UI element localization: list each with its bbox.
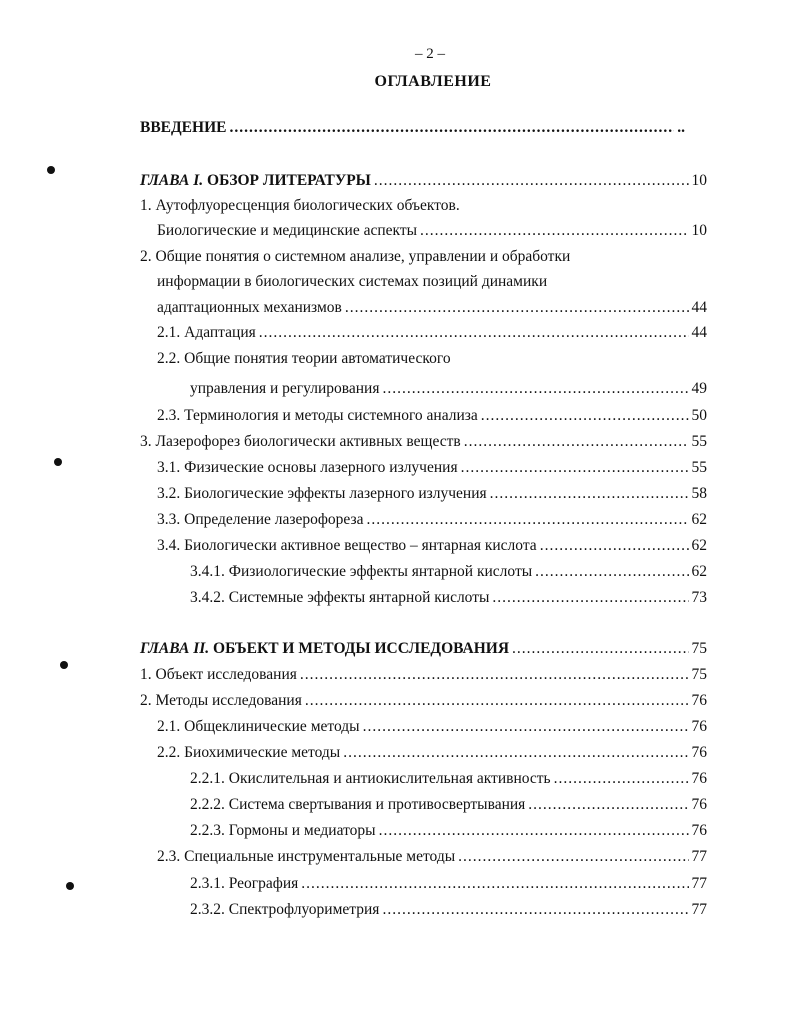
toc-page-number: 62 — [691, 537, 707, 554]
toc-entry-ch2-1[interactable]: 1. Объект исследования ..... 75 — [140, 664, 707, 686]
dot-leader — [490, 483, 689, 505]
toc-entry-3[interactable]: 3. Лазерофорез биологически активных веществ ..... 55 — [140, 431, 707, 453]
toc-page-number: 77 — [691, 875, 707, 892]
toc-page-number: 76 — [691, 744, 707, 761]
dot-leader — [528, 794, 688, 816]
toc-entry-3-4[interactable]: 3.4. Биологически активное вещество – янтарная кислота ..... 62 — [157, 535, 707, 557]
toc-entry-chapter-2[interactable] — [140, 638, 707, 660]
page-number: – 2 – — [415, 46, 445, 62]
dot-leader — [259, 322, 689, 344]
toc-page-number: 55 — [691, 459, 707, 476]
toc-entry-ch2-2-2-2[interactable]: 2.2.2. Система свертывания и противосвертывания ..... 76 — [190, 794, 707, 816]
toc-entry-3-4-1[interactable]: 3.4.1. Физиологические эффекты янтарной кислоты ..... 62 — [190, 561, 707, 583]
toc-entry-ch2-2-2-1[interactable]: 2.2.1. Окислительная и антиокислительная активность ..... 76 — [190, 768, 707, 790]
toc-page-number: 50 — [691, 407, 707, 424]
toc-page-number: 73 — [691, 589, 707, 606]
dot-leader — [535, 561, 688, 583]
dot-leader — [481, 405, 689, 427]
dot-leader — [464, 431, 689, 453]
toc-page-number: 10 — [691, 222, 707, 239]
toc-entry-ch2-2-3-1[interactable]: 2.3.1. Реография ..... 77 — [190, 873, 707, 895]
toc-page-number: 58 — [691, 485, 707, 502]
dot-leader — [343, 742, 688, 764]
toc-page-number: 10 — [691, 172, 707, 189]
toc-page-number: 77 — [691, 901, 707, 918]
toc-page-number: 76 — [691, 692, 707, 709]
dot-leader — [367, 509, 689, 531]
toc-page-number: 55 — [691, 433, 707, 450]
toc-entry-2-line3[interactable]: адаптационных механизмов ..... 44 — [157, 297, 707, 319]
toc-page-number: 44 — [691, 299, 707, 316]
dot-leader — [461, 457, 689, 479]
toc-page-number: 76 — [691, 796, 707, 813]
dot-leader — [382, 899, 688, 921]
toc-page-number: .. — [677, 119, 685, 136]
toc-entry-introduction[interactable] — [140, 117, 685, 139]
toc-entry-2-2-line1[interactable]: 2.2. Общие понятия теории автоматического — [157, 350, 451, 367]
toc-entry-ch2-2-2[interactable]: 2.2. Биохимические методы ..... 76 — [157, 742, 707, 764]
toc-entry-1-line1[interactable]: 1. Аутофлуоресценция биологических объектов. — [140, 197, 460, 214]
toc-page-number: 44 — [691, 324, 707, 341]
toc-entry-3-4-2[interactable]: 3.4.2. Системные эффекты янтарной кислоты ..... 73 — [190, 587, 707, 609]
toc-page-number: 76 — [691, 822, 707, 839]
toc-entry-3-3[interactable]: 3.3. Определение лазерофореза ..... 62 — [157, 509, 707, 531]
toc-entry-2-2-line2[interactable]: управления и регулирования ..... 49 — [190, 378, 707, 400]
dot-leader — [300, 664, 689, 686]
toc-entry-ch2-2-1[interactable]: 2.1. Общеклинические методы ..... 76 — [157, 716, 707, 738]
toc-entry-ch2-2-3-2[interactable]: 2.3.2. Спектрофлуориметрия ..... 77 — [190, 899, 707, 921]
toc-entry-1-line2[interactable]: Биологические и медицинские аспекты ..... 10 — [157, 220, 707, 242]
toc-entry-ch2-2-3[interactable]: 2.3. Специальные инструментальные методы ..... 77 — [157, 846, 707, 868]
toc-page-number: 62 — [691, 563, 707, 580]
toc-entry-2-line1[interactable]: 2. Общие понятия о системном анализе, управлении и обработки — [140, 248, 571, 265]
toc-entry-3-2[interactable]: 3.2. Биологические эффекты лазерного излучения ..... 58 — [157, 483, 707, 505]
dot-leader — [374, 170, 689, 192]
chapter-prefix: ГЛАВА II. — [140, 640, 210, 657]
toc-entry-ch2-2[interactable]: 2. Методы исследования ..... 76 — [140, 690, 707, 712]
dot-leader — [363, 716, 689, 738]
toc-page-number: 76 — [691, 718, 707, 735]
dot-leader — [458, 846, 688, 868]
dot-leader — [420, 220, 688, 242]
toc-page-number: 76 — [691, 770, 707, 787]
dot-leader — [512, 638, 688, 660]
toc-entry-3-1[interactable]: 3.1. Физические основы лазерного излучения ..... 55 — [157, 457, 707, 479]
toc-entry-2-1[interactable]: 2.1. Адаптация ..... 44 — [157, 322, 707, 344]
dot-leader — [554, 768, 689, 790]
chapter-title: ОБЗОР ЛИТЕРАТУРЫ — [207, 172, 371, 189]
chapter-title: ОБЪЕКТ И МЕТОДЫ ИССЛЕДОВАНИЯ — [213, 640, 510, 657]
page-title: ОГЛАВЛЕНИЕ — [374, 73, 492, 90]
dot-leader — [382, 378, 688, 400]
toc-page-number: 75 — [691, 640, 707, 657]
dot-leader — [379, 820, 689, 842]
toc-page-number: 77 — [691, 848, 707, 865]
dot-leader — [540, 535, 689, 557]
toc-entry-label: ВВЕДЕНИЕ — [140, 119, 227, 136]
dot-leader — [345, 297, 689, 319]
chapter-prefix: ГЛАВА I. — [140, 172, 204, 189]
toc-page-number: 49 — [691, 380, 707, 397]
dot-leader — [305, 690, 689, 712]
toc-entry-ch2-2-2-3[interactable]: 2.2.3. Гормоны и медиаторы ..... 76 — [190, 820, 707, 842]
toc-entry-chapter-1[interactable] — [140, 170, 707, 192]
dot-leader — [301, 873, 688, 895]
dot-leader — [492, 587, 688, 609]
toc-page-number: 75 — [691, 666, 707, 683]
dot-leader — [229, 117, 674, 139]
toc-entry-2-3[interactable]: 2.3. Терминология и методы системного анализа ..... 50 — [157, 405, 707, 427]
toc-entry-2-line2[interactable]: информации в биологических системах позиций динамики — [157, 273, 548, 290]
toc-page-number: 62 — [691, 511, 707, 528]
